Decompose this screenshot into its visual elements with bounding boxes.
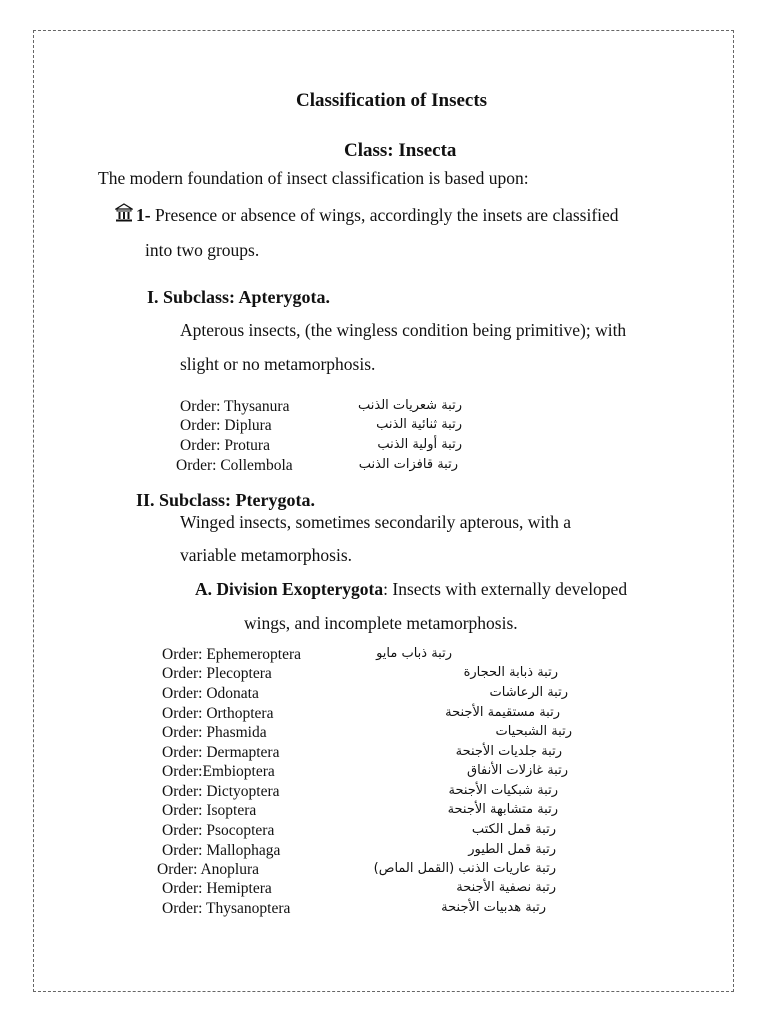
subclass-1-heading: I. Subclass: Apterygota. (147, 287, 331, 307)
document-title: Classification of Insects (296, 90, 488, 111)
order-arabic: رتبة ذباب مايو (376, 646, 452, 661)
division-text: : Insects with externally developed (383, 579, 628, 599)
division-line2: wings, and incomplete metamorphosis. (244, 613, 518, 633)
class-heading: Class: Insecta (344, 140, 457, 161)
order-arabic: رتبة شعريات الذنب (358, 398, 462, 413)
order-arabic: رتبة مستقيمة الأجنحة (445, 705, 560, 720)
order-row-isoptera (0, 802, 768, 822)
order-row-mallophaga (0, 842, 768, 862)
order-name: Order: Mallophaga (162, 842, 281, 859)
order-arabic: رتبة الرعاشات (489, 685, 568, 700)
intro-text: The modern foundation of insect classification is based upon: (98, 168, 529, 188)
order-arabic: رتبة أولية الذنب (377, 437, 462, 452)
order-row-thysanoptera (0, 900, 768, 920)
point-1-text: Presence or absence of wings, accordingly the insets are classified (154, 205, 619, 225)
order-name: Order: Ephemeroptera (162, 646, 302, 663)
order-row-odonata (0, 685, 768, 705)
order-name: Order: Plecoptera (162, 665, 272, 682)
order-arabic: رتبة جلديات الأجنحة (455, 744, 562, 759)
order-row-dictyoptera (0, 783, 768, 803)
order-name: Order: Diplura (180, 417, 272, 434)
order-name: Order: Protura (180, 437, 270, 454)
order-arabic: رتبة نصفية الأجنحة (456, 880, 556, 895)
order-arabic: رتبة غازلات الأنفاق (466, 763, 568, 778)
order-row-dermaptera (0, 744, 768, 764)
order-row-hemiptera (0, 880, 768, 900)
order-name: Order: Orthoptera (162, 705, 274, 722)
order-row-embioptera (0, 763, 768, 783)
order-name: Order: Odonata (162, 685, 259, 702)
order-row-anoplura (0, 861, 768, 881)
division-label: A. Division Exopterygota (195, 579, 384, 599)
order-name: Order: Isoptera (162, 802, 257, 819)
order-arabic: رتبة عاريات الذنب (القمل الماص) (373, 861, 556, 876)
subclass-2-heading: II. Subclass: Pterygota. (136, 490, 315, 510)
order-name: Order: Hemiptera (162, 880, 272, 897)
order-row-thysanura (0, 398, 768, 418)
order-arabic: رتبة ثنائية الذنب (376, 417, 462, 432)
point-1-line1 (136, 205, 619, 226)
order-row-plecoptera (0, 665, 768, 685)
building-icon (115, 203, 133, 223)
order-name: Order: Dermaptera (162, 744, 280, 761)
order-arabic: رتبة شبكيات الأجنحة (448, 783, 558, 798)
subclass-1-desc-line1: Apterous insects, (the wingless condition being primitive); with (180, 320, 627, 340)
point-1-number: 1- (136, 205, 151, 225)
order-name: Order: Anoplura (157, 861, 260, 878)
order-row-collembola (0, 457, 768, 477)
order-arabic: رتبة الشبحيات (495, 724, 572, 739)
order-name: Order: Psocoptera (162, 822, 275, 839)
order-arabic: رتبة هدبيات الأجنحة (441, 900, 546, 915)
order-name: Order: Thysanura (180, 398, 290, 415)
division-line1 (195, 579, 627, 600)
order-row-psocoptera (0, 822, 768, 842)
order-arabic: رتبة قمل الكتب (471, 822, 556, 837)
order-row-orthoptera (0, 705, 768, 725)
order-row-protura (0, 437, 768, 457)
order-name: Order: Collembola (176, 457, 293, 474)
order-row-diplura (0, 417, 768, 437)
order-arabic: رتبة متشابهة الأجنحة (447, 802, 558, 817)
order-row-ephemeroptera (0, 646, 768, 666)
order-name: Order: Dictyoptera (162, 783, 280, 800)
subclass-1-desc-line2: slight or no metamorphosis. (180, 354, 376, 374)
order-arabic: رتبة ذبابة الحجارة (463, 665, 558, 680)
order-arabic: رتبة قافزات الذنب (358, 457, 458, 472)
subclass-2-desc-line1: Winged insects, sometimes secondarily apterous, with a (180, 512, 572, 532)
subclass-2-desc-line2: variable metamorphosis. (180, 545, 353, 565)
point-1-line2: into two groups. (145, 240, 260, 260)
order-name: Order: Thysanoptera (162, 900, 291, 917)
order-row-phasmida (0, 724, 768, 744)
order-arabic: رتبة قمل الطيور (468, 842, 556, 857)
order-name: Order:Embioptera (162, 763, 275, 780)
order-name: Order: Phasmida (162, 724, 267, 741)
